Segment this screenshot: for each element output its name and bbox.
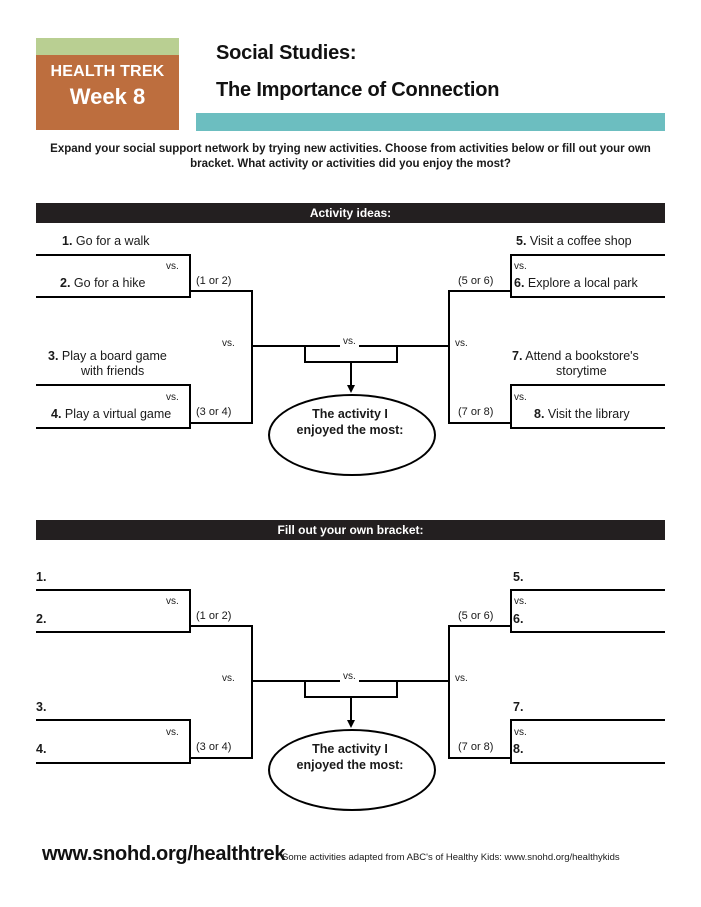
bracket-own [0,548,701,813]
entry-4-line [36,427,191,429]
own-vs-label-3: vs. [514,596,527,607]
entry-8-text: Visit the library [547,407,630,421]
entry-1-line [36,254,191,256]
entry-1-number: 1. [62,234,73,248]
entry-2 [60,276,146,290]
entry-5-text: Visit a coffee shop [529,234,632,248]
semifinal-right-bottom-line [448,422,512,424]
vs-label-1: vs. [166,261,179,272]
own-vs-label-final: vs. [340,671,359,682]
entry-6-number: 6. [514,276,525,290]
badge-program-label: HEALTH TREK [50,63,165,80]
intro-instructions: Expand your social support network by trying new activities. Choose from activities below or fill out your own bracket. What activity or activities did you enjoy the most? [50,143,651,170]
semifinal-left-out-line [251,345,306,347]
slot-8-number: 8. [513,742,524,756]
badge-week-label: Week 8 [69,84,146,109]
own-final-answer-prompt-line2: enjoyed the most: [296,758,404,772]
slot-3-number: 3. [36,700,47,714]
own-semifinal-right-connector [448,625,450,759]
slot-3-writeline[interactable] [36,719,191,721]
semifinal-left-bottom-line [189,422,253,424]
slot-5-writeline[interactable] [510,589,665,591]
entry-5 [516,234,632,248]
entry-7-number: 7. [512,349,523,363]
final-answer-prompt-line2: enjoyed the most: [296,423,404,437]
vs-label-3: vs. [514,261,527,272]
semifinal-right-top-line [448,290,512,292]
semifinal-left-connector [251,290,253,424]
entry-8 [534,407,630,421]
entry-2-text: Go for a hike [73,276,146,290]
semifinal-right-connector [448,290,450,424]
entry-3-number: 3. [48,349,59,363]
own-semifinal-left-top-line [189,625,253,627]
own-semifinal-right-top-line [448,625,512,627]
badge-green-accent [36,38,179,55]
slot-8-writeline[interactable] [510,762,665,764]
page-title-line1: Social Studies: [216,42,357,64]
entry-4-text: Play a virtual game [64,407,172,421]
own-final-left-drop [304,680,306,697]
slot-5-number: 5. [513,570,524,584]
slot-2-writeline[interactable] [36,631,191,633]
footer-attribution-note: Some activities adapted from ABC's of Healthy Kids: www.snohd.org/healthykids [282,852,620,863]
entry-3-text-cont: with friends [81,364,145,378]
own-winner-5or6-label: (5 or 6) [458,610,494,622]
own-final-answer-prompt-line1: The activity I [312,742,388,756]
winner-5or6-label: (5 or 6) [458,275,494,287]
vs-label-right-semifinal: vs. [455,338,468,349]
own-semifinal-left-bottom-line [189,757,253,759]
vs-label-final: vs. [340,336,359,347]
slot-1-writeline[interactable] [36,589,191,591]
semifinal-right-out-line [395,345,450,347]
winner-7or8-label: (7 or 8) [458,406,494,418]
vs-label-left-semifinal: vs. [222,338,235,349]
entry-1-text: Go for a walk [75,234,150,248]
own-vs-label-1: vs. [166,596,179,607]
entry-5-number: 5. [516,234,527,248]
own-final-arrow-stem [350,696,352,722]
teal-divider-bar [196,113,665,131]
own-final-arrowhead [347,720,355,728]
footer-url[interactable]: www.snohd.org/healthtrek [42,843,286,865]
final-arrow-stem [350,361,352,387]
entry-6-text: Explore a local park [527,276,638,290]
slot-1-number: 1. [36,570,47,584]
entry-5-line [510,254,665,256]
semifinal-left-top-line [189,290,253,292]
vs-label-4: vs. [514,392,527,403]
slot-7-number: 7. [513,700,524,714]
slot-6-number: 6. [513,612,524,626]
entry-3-text: Play a board game [61,349,167,363]
own-vs-label-2: vs. [166,727,179,738]
own-final-right-drop [396,680,398,697]
entry-4 [51,407,171,421]
winner-1or2-label: (1 or 2) [196,275,232,287]
slot-4-writeline[interactable] [36,762,191,764]
entry-6 [514,276,638,290]
final-answer-prompt-line1: The activity I [312,407,388,421]
own-vs-label-right-semifinal: vs. [455,673,468,684]
bracket-activity-ideas [0,228,701,473]
entry-2-line [36,296,191,298]
own-semifinal-right-bottom-line [448,757,512,759]
entry-2-number: 2. [60,276,71,290]
entry-3 [48,349,167,363]
entry-7 [512,349,639,363]
winner-3or4-label: (3 or 4) [196,406,232,418]
entry-7-text-cont: storytime [556,364,607,378]
entry-4-number: 4. [51,407,62,421]
own-winner-1or2-label: (1 or 2) [196,610,232,622]
own-vs-label-left-semifinal: vs. [222,673,235,684]
page-title-line2: The Importance of Connection [216,79,500,101]
own-semifinal-left-out-line [251,680,306,682]
entry-7-text: Attend a bookstore's [525,349,639,363]
vs-label-2: vs. [166,392,179,403]
entry-8-line [510,427,665,429]
slot-2-number: 2. [36,612,47,626]
section-header-activity-ideas: Activity ideas: [36,203,665,223]
final-left-drop [304,345,306,362]
slot-7-writeline[interactable] [510,719,665,721]
slot-6-writeline[interactable] [510,631,665,633]
final-answer-prompt [268,406,432,438]
own-vs-label-4: vs. [514,727,527,738]
own-semifinal-left-connector [251,625,253,759]
entry-1 [62,234,150,248]
own-winner-3or4-label: (3 or 4) [196,741,232,753]
section-header-own-bracket: Fill out your own bracket: [36,520,665,540]
entry-7-line [510,384,665,386]
own-final-answer-prompt [268,741,432,773]
own-winner-7or8-label: (7 or 8) [458,741,494,753]
page-header [0,0,701,140]
slot-4-number: 4. [36,742,47,756]
entry-6-line [510,296,665,298]
entry-8-number: 8. [534,407,545,421]
own-semifinal-right-out-line [395,680,450,682]
entry-3-line [36,384,191,386]
final-arrowhead [347,385,355,393]
final-right-drop [396,345,398,362]
